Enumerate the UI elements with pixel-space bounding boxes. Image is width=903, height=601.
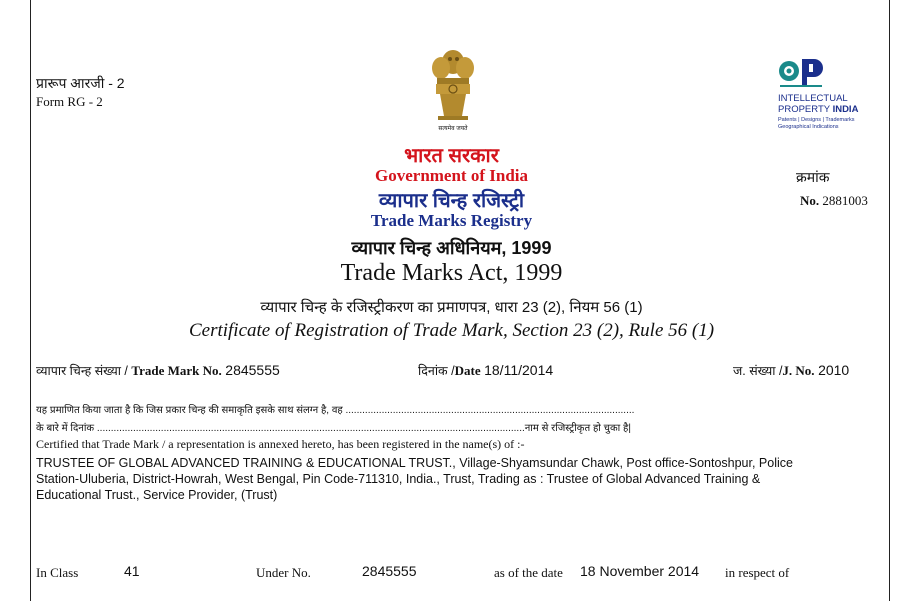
serial-label-hindi: क्रमांक	[796, 169, 830, 185]
tm-value: 2845555	[225, 362, 280, 378]
tm-label: Trade Mark No.	[131, 363, 222, 378]
as-of-date-value: 18 November 2014	[580, 563, 700, 579]
national-emblem	[428, 46, 478, 132]
in-respect-of-label: in respect of	[725, 565, 790, 580]
ip-logo-line2	[778, 104, 858, 115]
certification-line-hindi-1: यह प्रमाणित किया जाता है कि जिस प्रकार चिन्ह की समाकृति इसके साथ संलग्न है, वह ........................................................................................................	[36, 405, 635, 416]
form-label: Form RG - 2	[36, 94, 103, 109]
ip-logo-icon	[778, 56, 824, 90]
certification-statement: Certified that Trade Mark / a representation is annexed hereto, has been registered in the name(s) of :-	[36, 437, 525, 451]
date-value: 18/11/2014	[484, 362, 554, 378]
date-label: Date	[454, 363, 481, 378]
owner-line-2: Station-Uluberia, District-Howrah, West Bengal, Pin Code-711310, India., Trust, Trading as : Trustee of Global Advanced Training &	[36, 472, 761, 486]
registry-title-hindi: व्यापार चिन्ह रजिस्ट्री	[378, 190, 525, 212]
class-value: 41	[124, 563, 140, 579]
form-label-hindi: प्रारूप आरजी - 2	[36, 75, 125, 91]
registry-title: Trade Marks Registry	[370, 211, 533, 230]
cert-title: Certificate of Registration of Trade Mark, Section 23 (2), Rule 56 (1)	[188, 320, 715, 341]
owner-details	[36, 455, 793, 503]
serial-no-value: 2881003	[822, 193, 868, 208]
serial-no-label: No.	[800, 193, 820, 208]
date-label-hindi: दिनांक /	[418, 364, 455, 378]
emblem-motto: सत्यमेव जयते	[438, 126, 468, 132]
ip-logo-property: PROPERTY	[778, 104, 833, 115]
gov-title: Government of India	[375, 166, 528, 185]
j-value: 2010	[818, 362, 850, 378]
ip-logo-tagline1: Patents | Designs | Trademarks	[778, 117, 855, 123]
certification-line-hindi-2: के बारे में दिनांक ..........................................................................................................................................................नाम से रजिस्ट्रीकृत हो चुका है|	[36, 423, 631, 434]
emblem-icon	[428, 46, 478, 124]
tm-label-hindi: व्यापार चिन्ह संख्या /	[36, 364, 132, 378]
owner-line-3: Educational Trust., Service Provider, (Trust)	[36, 488, 278, 502]
trade-mark-number	[36, 362, 280, 380]
act-title-hindi: व्यापार चिन्ह अधिनियम, 1999	[351, 238, 552, 258]
ip-india-logo	[778, 56, 878, 136]
ip-logo-india: INDIA	[832, 104, 859, 115]
under-no-label: Under No.	[256, 565, 311, 580]
under-no-value: 2845555	[362, 563, 417, 579]
cert-title-hindi: व्यापार चिन्ह के रजिस्ट्रीकरण का प्रमाणपत्र, धारा 23 (2), नियम 56 (1)	[260, 299, 643, 316]
j-label: J. No.	[782, 363, 815, 378]
ip-logo-line1: INTELLECTUAL	[778, 93, 848, 104]
journal-number	[733, 362, 849, 380]
owner-line-1: TRUSTEE OF GLOBAL ADVANCED TRAINING & EDUCATIONAL TRUST., Village-Shyamsundar Chawk, Post office-Sontoshpur, Police	[36, 456, 793, 470]
class-label: In Class	[36, 565, 79, 580]
registration-date	[418, 362, 553, 380]
as-of-date-label: as of the date	[494, 565, 563, 580]
gov-title-hindi: भारत सरकार	[404, 145, 499, 167]
act-title: Trade Marks Act, 1999	[340, 260, 563, 286]
ip-logo-tagline2: Geographical Indications	[778, 123, 839, 130]
j-label-hindi: ज. संख्या /	[733, 364, 783, 378]
